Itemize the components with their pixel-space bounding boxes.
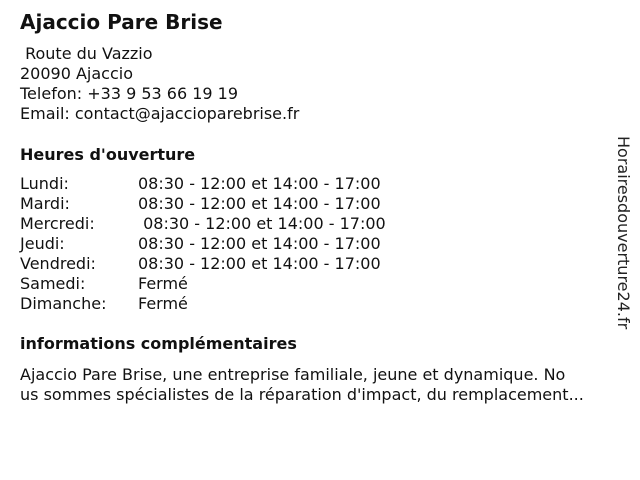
address-street: Route du Vazzio <box>20 44 153 63</box>
address-city: 20090 Ajaccio <box>20 64 134 83</box>
day-hours: Fermé <box>138 274 188 293</box>
hours-heading: Heures d'ouverture <box>20 145 196 164</box>
description <box>20 365 632 405</box>
day-hours: 08:30 - 12:00 et 14:00 - 17:00 <box>138 254 381 273</box>
email-line: Email: contact@ajaccioparebrise.fr <box>20 104 300 123</box>
day-label: Vendredi: <box>20 254 96 273</box>
info-heading: informations complémentaires <box>20 334 297 353</box>
day-label: Samedi: <box>20 274 86 293</box>
business-title: Ajaccio Pare Brise <box>20 10 223 34</box>
day-hours: 08:30 - 12:00 et 14:00 - 17:00 <box>138 194 381 213</box>
day-hours: 08:30 - 12:00 et 14:00 - 17:00 <box>138 174 381 193</box>
day-hours: 08:30 - 12:00 et 14:00 - 17:00 <box>138 234 381 253</box>
phone-line: Telefon: +33 9 53 66 19 19 <box>20 84 239 103</box>
site-watermark: Horairesdouverture24.fr <box>614 136 633 330</box>
day-hours: 08:30 - 12:00 et 14:00 - 17:00 <box>138 214 386 233</box>
description-line-2: us sommes spécialistes de la réparation d'impact, du remplacement... <box>20 385 584 404</box>
day-label: Lundi: <box>20 174 69 193</box>
day-hours: Fermé <box>138 294 188 313</box>
day-label: Mercredi: <box>20 214 95 233</box>
description-line-1: Ajaccio Pare Brise, une entreprise familiale, jeune et dynamique. No <box>20 365 566 384</box>
contact-block <box>20 44 299 124</box>
day-label: Dimanche: <box>20 294 107 313</box>
day-label: Mardi: <box>20 194 70 213</box>
day-label: Jeudi: <box>20 234 65 253</box>
